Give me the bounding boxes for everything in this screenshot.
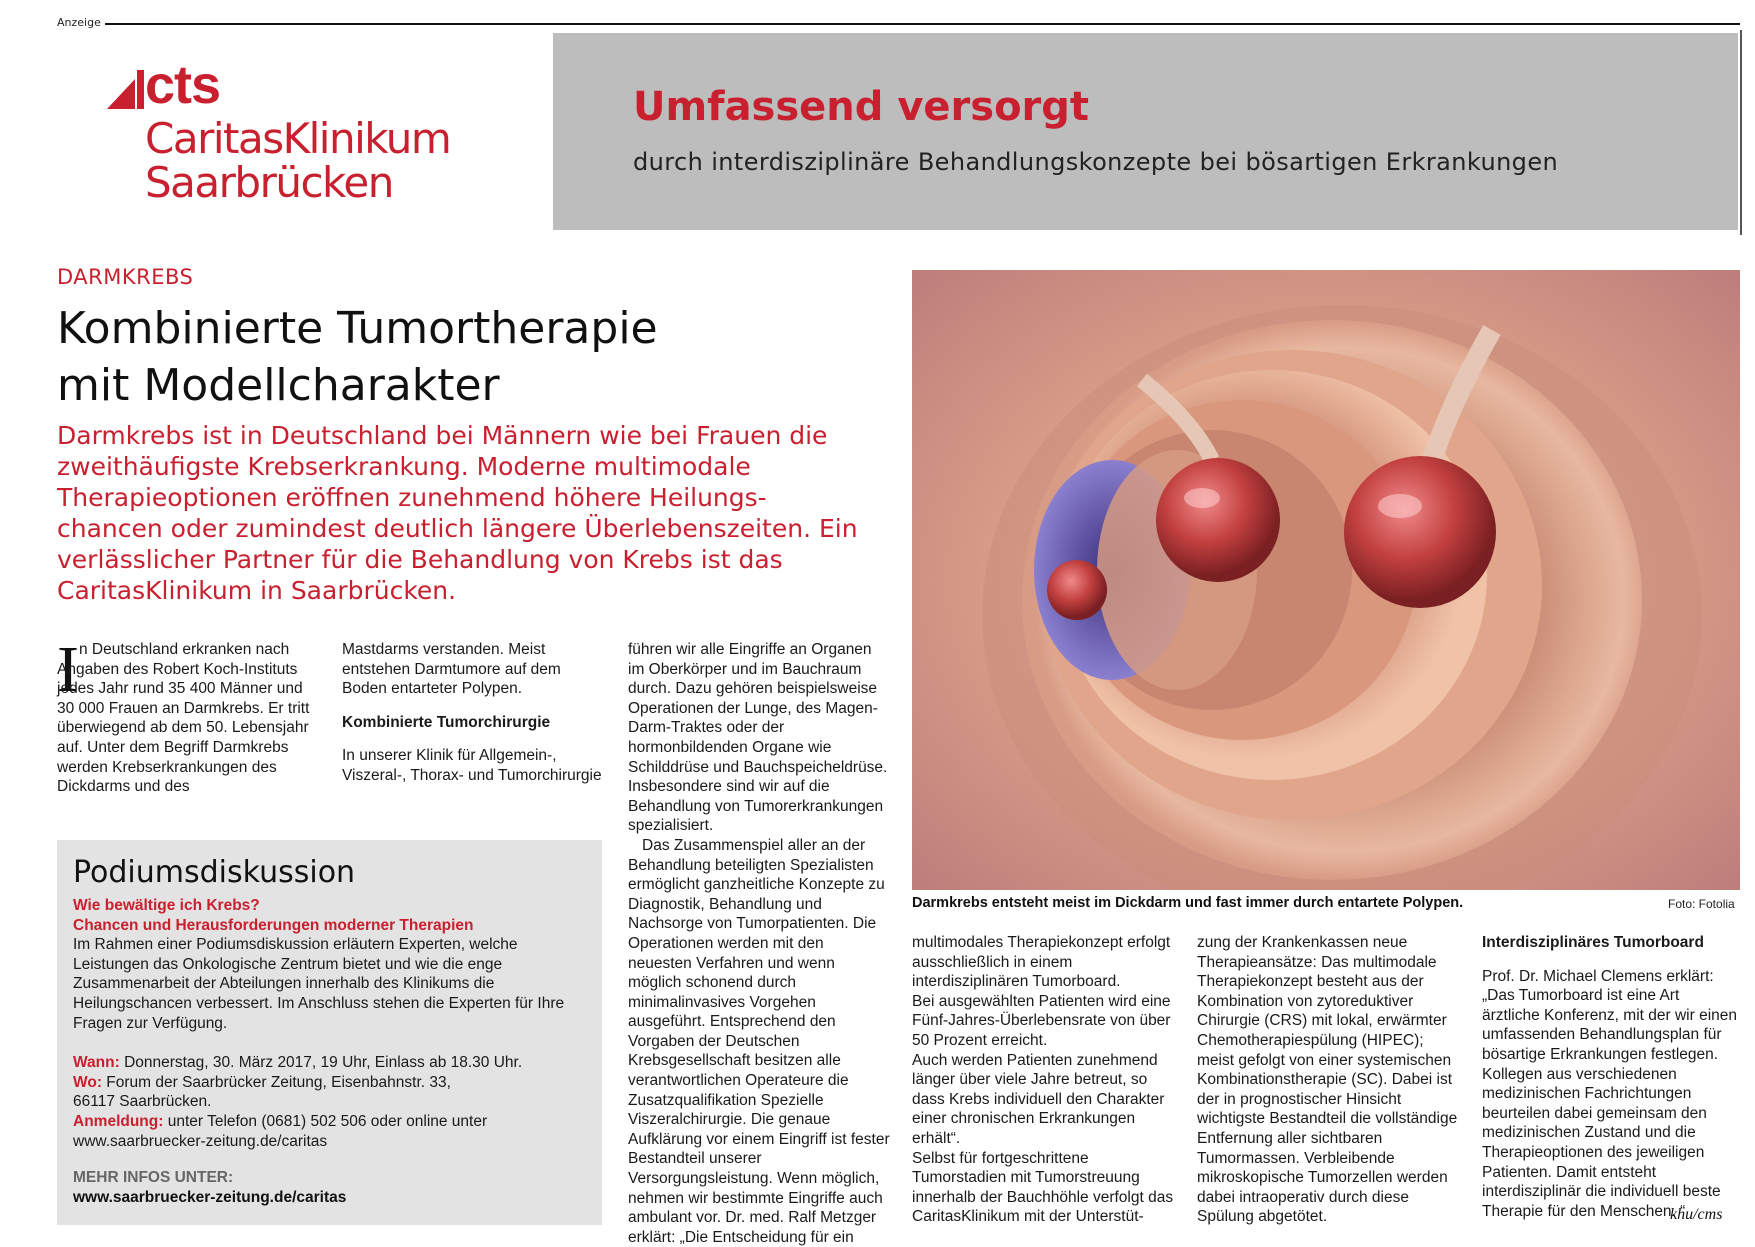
logo-brand: cts [145,55,221,115]
when-value: Donnerstag, 30. März 2017, 19 Uhr, Einlass ab 18.30 Uhr. [119,1054,523,1072]
more-info-label: MEHR INFOS UNTER: [73,1169,234,1186]
ad-label: Anzeige [57,16,101,29]
more-info [73,1168,346,1208]
dropcap: I [57,633,79,706]
figure-caption: Darmkrebs entsteht meist im Dickdarm und fast immer durch entartete Polypen. [912,895,1464,911]
column-1 [57,633,319,797]
podium-subtitle-1: Wie bewältige ich Krebs? [73,897,260,914]
where-value-2: 66117 Saarbrücken. [73,1093,212,1111]
col2-text-2: In unserer Klinik für Allgemein-, Viszeral-, Thorax- und Tumorchirurgie [342,747,602,784]
col4-text-2: Bei ausgewählten Patienten wird eine Fünf-Jahres-Überlebensrate von über 50 Prozent erreicht. [912,992,1171,1049]
podium-subtitle-2: Chancen und Herausforderungen moderner Therapien [73,916,474,934]
logo-line2: Saarbrücken [145,158,393,207]
col1-text: n Deutschland erkranken nach Angaben des Robert Koch-Instituts jedes Jahr rund 35 400 Männer und 30 000 Frauen an Darmkrebs. Er tritt überwiegend ab dem 50. Lebensjahr auf. Unter dem Begriff Darmkrebs werden Krebserkrankungen des Dickdarms und des [57,641,310,796]
where-label: Wo: [73,1073,102,1091]
right-rule [1740,30,1742,235]
registration-url[interactable]: www.saarbruecker-zeitung.de/caritas [73,1132,328,1150]
caritas-logo [105,55,535,212]
column-6 [1482,933,1740,1221]
registration-value: unter Telefon (0681) 502 506 oder online unter [163,1112,488,1130]
podium-text [73,896,593,1151]
colon-polyp-illustration [912,270,1740,890]
col5-text-1: zung der Krankenkassen neue Therapieansätze: Das multimodale Therapiekonzept besteht aus der Kombination von zytoreduktiver Chirurgie (CRS) mit lokal, erwärmter Chemotherapiespülung (HIPEC); meist gefolgt von einer systemischen Kombinationstherapie (SC). Dabei ist der in prognostischer Hinsicht wichtigste Bestandteil die vollständige Entfernung aller sichtbaren Tumormassen. Verbleibende mikroskopische Tumorzellen werden dabei intraoperativ durch diese Spülung abgetötet. [1197,934,1458,1226]
photo-credit: Foto: Fotolia [1668,897,1735,911]
banner-subtitle: durch interdisziplinäre Behandlungskonzepte bei bösartigen Erkrankungen [633,148,1559,176]
banner-title: Umfassend versorgt [633,84,1090,130]
logo-triangle-icon [107,79,135,109]
column-4 [912,933,1174,1227]
col4-text-4: Selbst für fortgeschrittene Tumorstadien mit Tumorstreuung innerhalb der Bauchhöhle verfolgt das CaritasKlinikum mit der Unterstüt- [912,1149,1174,1226]
logo-bar-icon [137,70,144,109]
top-rule [105,23,1740,25]
headline-line1: Kombinierte Tumortherapie [57,303,658,354]
column-5 [1197,933,1459,1227]
column-3 [628,640,890,1247]
col2-text-1: Mastdarms verstanden. Meist entstehen Darmtumore auf dem Boden entarteter Polypen. [342,641,561,698]
article-headline [57,300,877,414]
author-signature: khu/cms [1670,1206,1723,1223]
registration-label: Anmeldung: [73,1112,164,1130]
logo-line1: CaritasKlinikum [145,114,451,163]
podium-title: Podiumsdiskussion [73,855,356,890]
when-label: Wann: [73,1054,120,1072]
more-info-url[interactable]: www.saarbruecker-zeitung.de/caritas [73,1189,347,1206]
column-2 [342,640,604,786]
col4-text-1: multimodales Therapiekonzept erfolgt ausschließlich in einem interdisziplinären Tumorboard. [912,934,1171,991]
podium-intro: Im Rahmen einer Podiumsdiskussion erläutern Experten, welche Leistungen das Onkologische Zentrum bietet und wie die enge Zusammenarbeit der Abteilungen innerhalb des Klinikums die Heilungschancen verbessert. Im Anschluss stehen die Experten für Ihre Fragen zur Verfügung. [73,936,565,1032]
article-kicker: DARMKREBS [57,265,194,289]
col6-text-1: Prof. Dr. Michael Clemens erklärt: „Das Tumorboard ist eine Art ärztliche Konferenz, mit der wir einen umfassenden Behandlungsplan für bösartige Erkrankungen festlegen. Kollegen aus verschiedenen medizinischen Fachrichtungen beurteilen dabei gemeinsam den medizinischen Zustand und die Therapieoptionen des jeweiligen Patienten. Damit entsteht interdisziplinär die individuell beste Therapie für den Menschen. “ [1482,967,1738,1220]
header-banner [553,33,1738,230]
col4-text-3: Auch werden Patienten zunehmend länger über viele Jahre betreut, so dass Krebs individuell den Charakter einer chronischen Erkrankungen erhält“. [912,1051,1165,1147]
where-value: Forum der Saarbrücker Zeitung, Eisenbahnstr. 33, [101,1073,451,1091]
col3-text-2: Das Zusammenspiel aller an der Behandlung beteiligten Spezialisten ermöglicht ganzheitliche Konzepte zu Diagnostik, Behandlung und Nachsorge von Tumorpatienten. Die Operationen werden mit den neuesten Verfahren und wenn möglich schonend durch minimalinvasives Vorgehen ausgeführt. Entsprechend den Vorgaben der Deutschen Krebsgesellschaft besitzen alle verantwortlichen Operateure die Zusatzqualifikation Spezielle Viszeralchirurgie. Die genaue Aufklärung vor einem Eingriff ist fester Bestandteil unserer Versorgungsleistung. Wenn möglich, nehmen wir bestimmte Eingriffe auch ambulant vor. Dr. med. Ralf Metzger erklärt: „Die Entscheidung für ein [628,836,890,1246]
headline-line2: mit Modellcharakter [57,360,500,411]
col6-heading: Interdisziplinäres Tumorboard [1482,934,1704,951]
col3-text-1: führen wir alle Eingriffe an Organen im Oberkörper und im Bauchraum durch. Dazu gehören beispielsweise Operationen der Lunge, des Magen-Darm-Traktes oder der hormonbildenden Organe wie Schilddrüse und Bauchspeicheldrüse. Insbesondere sind wir auf die Behandlung von Tumorerkrankungen spezialisiert. [628,641,888,835]
col2-heading: Kombinierte Tumorchirurgie [342,713,551,731]
article-lead: Darmkrebs ist in Deutschland bei Männern wie bei Frauen die zweithäufigste Krebserkrankung. Moderne multimodale Therapieoptionen eröffnen zunehmend höhere Heilungs- chancen oder zumindest deutlich längere Überlebenszeiten. Ein verlässlicher Partner für die Behandlung von Krebs ist das CaritasKlinikum in Saarbrücken. [57,421,858,605]
